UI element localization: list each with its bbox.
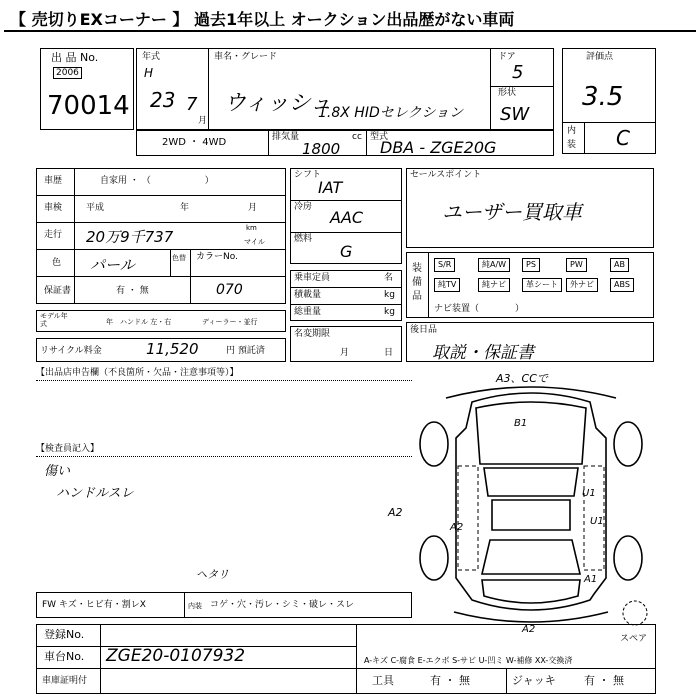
doors-value: 5 [512,62,524,83]
type-label: 型式 [370,132,389,142]
equipment-item: 純A/W [478,258,510,272]
cert-label: 車庫証明付 [42,676,88,686]
registration-day: 日 [384,348,394,358]
recycle-unit: 円 預託済 [226,346,265,356]
recycle-label: リサイクル料金 [40,346,102,356]
tools-label: 工具 [372,674,394,687]
mark-top: A3、CCで [496,372,548,385]
inspector-note: ヘタリ [196,568,229,581]
model-year-dealer: ディーラー・並行 [202,318,258,326]
car-trunk [482,580,580,603]
wheel-front-left [420,422,448,466]
equipment-label: 装備品 [412,263,422,302]
year-era: H [144,66,154,80]
inspection-era: 平成 [86,203,105,213]
aftermarket-label: 後日品 [410,325,438,335]
equipment-item: 純ナビ [478,278,510,292]
chassis-label: 車台No. [44,650,85,663]
mark-b1: B1 [514,418,528,429]
sales-point-value: ユーザー買取車 [442,200,582,224]
repaint-label: 色替 [172,254,186,262]
weight-label: 総重量 [294,307,322,317]
weight-unit: kg [384,307,395,317]
shape-value: SW [500,104,530,125]
drive-label: 2WD ・ 4WD [162,137,227,148]
car-damage-diagram [406,368,656,638]
header-title: 【 売切りEXコーナー 】 過去1年以上 オークション出品歴がない車両 [10,10,515,29]
equipment-item: PS [522,258,540,272]
door-left [458,466,478,570]
mark-u1-lower: U1 [590,516,604,527]
mark-a2-left: A2 [450,522,464,533]
model-name: ウィッシュ [224,91,333,116]
equipment-item: AB [610,258,629,272]
shift-label: シフト [294,170,322,180]
mileage-value: 20万9千737 [86,228,174,246]
wheel-rear-right [614,536,642,580]
equipment-item: 純TV [434,278,460,292]
mileage-unit-mile: マイル [244,238,265,246]
jack-value: 有 ・ 無 [584,674,624,687]
spare-label: スペア [620,634,648,644]
equipment-item: 外ナビ [566,278,598,292]
page-header [4,4,696,32]
score-value: 3.5 [582,82,624,112]
legend-codes: A-キズ C-腐食 E-エクボ S-サビ U-凹ミ W-補修 XX-交換済 [364,656,573,665]
equipment-item: S/R [434,258,455,272]
equipment-item: 革シート [522,278,562,292]
interior-score: C [616,126,630,150]
capacity-label: 乗車定員 [294,273,331,283]
doors-label: ドア [498,52,516,62]
color-code: 070 [216,282,243,298]
year-month: 7 [186,94,198,115]
year-label: 年式 [142,52,161,62]
car-rear-window [482,540,580,574]
ac-value: AAC [330,208,364,227]
recycle-value: 11,520 [146,340,199,358]
fw-interior-value: コゲ・穴・汚レ・シミ・破レ・スレ [210,600,355,610]
model-year-label: モデル年式 [40,312,68,328]
car-hood [476,402,586,464]
jack-label: ジャッキ [512,674,556,687]
mark-u1-upper: U1 [582,488,596,499]
load-unit: kg [384,290,395,300]
fuel-value: G [340,242,353,261]
lot-box [40,48,134,130]
wheel-front-right [614,422,642,466]
model-year-handle: ハンドル 左・右 [120,318,172,326]
score-label: 評価点 [586,52,614,62]
equipment-item: PW [566,258,587,272]
reg-label: 登録No. [44,628,85,641]
fw-interior-label: 内装 [188,602,202,610]
mark-a1: A1 [584,574,598,585]
year-month-unit: 月 [198,116,208,126]
capacity-unit: 名 [384,273,394,283]
mileage-unit-km: km [246,224,257,232]
color-code-label: カラーNo. [196,252,238,262]
inspection-year: 年 [180,203,190,213]
type-value: DBA - ZGE20G [380,138,497,157]
bumper-rear [454,612,608,622]
chassis-value: ZGE20-0107932 [106,646,246,666]
wheel-rear-left [420,536,448,580]
lot-year-tag: 2006 [53,67,82,79]
history-value: 自家用 ・ （ ） [100,176,214,186]
model-grade: 1.8X HIDセレクション [318,105,464,121]
sales-point-label: セールスポイント [410,170,482,180]
inspector-label: 【検査員記入】 [36,444,100,454]
lot-label: 出 品 No. [51,51,99,64]
lot-number: 70014 [47,91,130,121]
aftermarket-value: 取説・保証書 [432,343,534,363]
equipment-item: ABS [610,278,634,292]
car-roof [492,500,570,530]
fuel-label: 燃料 [294,234,313,244]
mark-a2-side: A2 [388,506,403,519]
registration-label: 名変期限 [294,329,331,339]
navi-label: ナビ装置（ ） [434,304,525,314]
displacement-label: 排気量 [272,132,300,142]
load-label: 積載量 [294,290,322,300]
car-windshield [484,468,578,496]
shift-value: IAT [318,178,343,197]
tools-value: 有 ・ 無 [430,674,470,687]
displacement-unit: cc [352,132,362,142]
shape-label: 形状 [498,88,517,98]
history-label: 車歴 [44,176,63,186]
model-year-year: 年 [106,318,113,326]
color-label: 色 [52,258,62,268]
color-value: パール [90,256,135,274]
model-label: 車名・グレード [214,52,278,62]
mileage-label: 走行 [44,230,63,240]
mark-a2-bottom: A2 [522,624,536,635]
registration-month: 月 [340,348,350,358]
fw-label: FW キズ・ヒビ有・割レX [42,600,146,610]
dealer-notes-label: 【出品店申告欄（不良箇所・欠品・注意事項等）】 [36,368,239,378]
interior-label-2: 装 [567,140,577,150]
inspection-label: 車検 [44,203,63,213]
warranty-value: 有 ・ 無 [116,286,149,296]
warranty-label: 保証書 [44,286,72,296]
displacement-value: 1800 [302,140,341,158]
inspection-month: 月 [248,203,258,213]
interior-label: 内 [567,126,577,136]
ac-label: 冷房 [294,202,313,212]
inspector-line-1: 傷い [44,464,71,479]
year-value: 23 [150,88,176,112]
inspector-line-2: ハンドルスレ [56,486,134,501]
